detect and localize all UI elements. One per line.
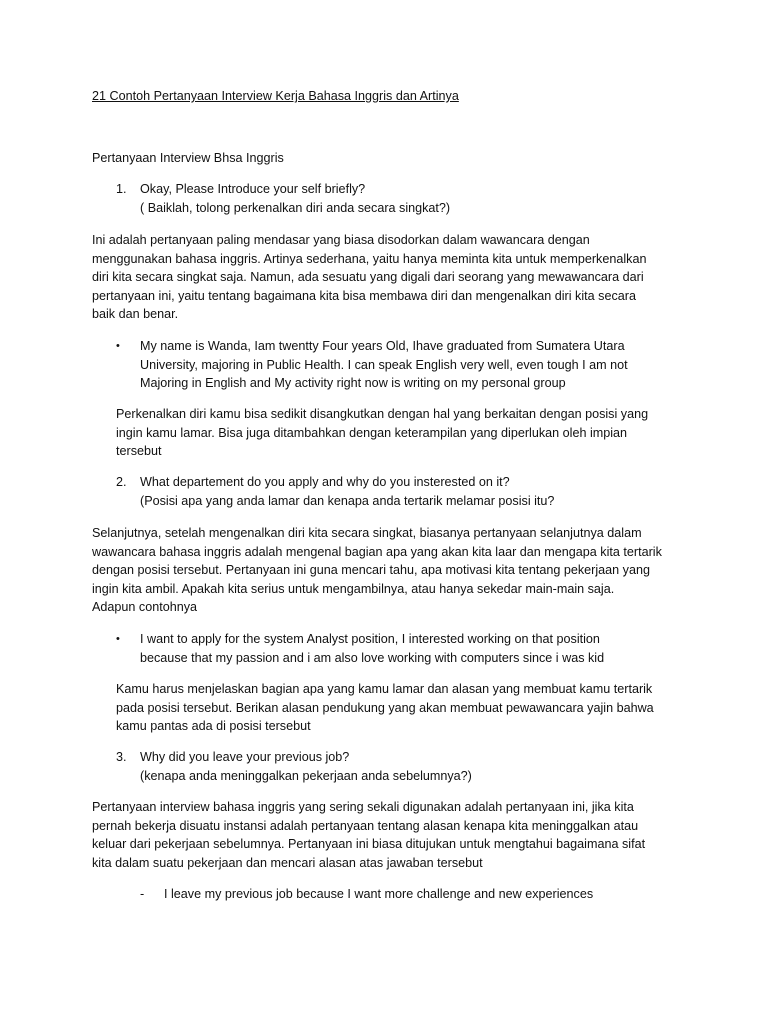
bullet-line: My name is Wanda, Iam twentty Four years Old, Ihave graduated from Sumatera Utara (140, 339, 625, 353)
note-1 (116, 405, 676, 461)
paragraph-line: keluar dari pekerjaan sebelumnya. Pertanyaan ini biasa ditujukan untuk mengtahui bagaimana sifat (92, 837, 646, 852)
bullet-line: because that my passion and i am also love working with computers since i was kid (140, 650, 605, 665)
paragraph-line: Adapun contohnya (92, 600, 198, 615)
paragraph-3 (92, 798, 672, 872)
document-title: 21 Contoh Pertanyaan Interview Kerja Bahasa Inggris dan Artinya (92, 89, 459, 103)
paragraph-line: ingin kita ambil. Apakah kita serius untuk mengambilnya, atau hanya sekedar main-main saja. (92, 581, 615, 596)
paragraph-line: pernah bekerja disuatu instansi adalah pertanyaan tentang alasan kenapa kita meninggalkan atau (92, 818, 639, 833)
paragraph-line: menggunakan bahasa inggris. Artinya sederhana, yaitu hanya meminta kita untuk memperkenalkan (92, 251, 647, 266)
question-text: What departement do you apply and why do you insterested on it? (140, 475, 510, 489)
question-number: 2. (116, 475, 127, 489)
note-line: Perkenalkan diri kamu bisa sedikit disangkutkan dengan hal yang berkaitan dengan posisi yang (116, 407, 649, 421)
bullet-icon: • (116, 340, 120, 352)
paragraph-line: dengan posisi tersebut. Pertanyaan ini guna mencari tahu, apa motivasi kita tentang pekerjaan yang (92, 563, 650, 578)
paragraph-line: baik dan benar. (92, 307, 179, 322)
paragraph-line: diri kita secara singkat saja. Namun, ada sesuatu yang digali dari seorang yang mewawancara dari (92, 270, 644, 285)
note-line: ingin kamu lamar. Bisa juga ditambahkan dengan keterampilan yang diperlukan oleh impian (116, 425, 628, 440)
paragraph-line: kita dalam suatu pekerjaan dan mencari alasan atas jawaban tersebut (92, 855, 483, 870)
paragraph-line: Ini adalah pertanyaan paling mendasar yang biasa disodorkan dalam wawancara dengan (92, 233, 590, 247)
dash-line: I leave my previous job because I want more challenge and new experiences (164, 887, 594, 901)
paragraph-line: wawancara bahasa inggris adalah mengenal bagian apa yang akan kita laar dan mengapa kita tertarik (92, 544, 662, 559)
note-line: Kamu harus menjelaskan bagian apa yang kamu lamar dan alasan yang membuat kamu tertarik (116, 682, 653, 696)
paragraph-line: Selanjutnya, setelah mengenalkan diri kita secara singkat, biasanya pertanyaan selanjutnya dalam (92, 526, 642, 540)
section-subtitle: Pertanyaan Interview Bhsa Inggris (92, 151, 284, 165)
note-line: tersebut (116, 444, 162, 459)
question-translation: (kenapa anda meninggalkan pekerjaan anda sebelumnya?) (140, 768, 472, 783)
question-translation: (Posisi apa yang anda lamar dan kenapa anda tertarik melamar posisi itu? (140, 493, 555, 508)
bullet-line: University, majoring in Public Health. I can speak English very well, even tough I am not (140, 357, 628, 372)
bullet-line: Majoring in English and My activity right now is writing on my personal group (140, 376, 566, 391)
note-2 (116, 680, 676, 736)
dash-icon: - (140, 887, 145, 901)
question-number: 3. (116, 750, 127, 764)
paragraph-2 (92, 524, 672, 617)
question-text: Why did you leave your previous job? (140, 750, 350, 764)
paragraph-line: pertanyaan ini, yaitu tentang bagaimana kita bisa membawa diri dan mengenalkan diri kita secara (92, 288, 636, 303)
question-text: Okay, Please Introduce your self briefly? (140, 182, 366, 196)
note-line: pada posisi tersebut. Berikan alasan pendukung yang akan membuat pewawancara yajin bahwa (116, 700, 654, 715)
question-number: 1. (116, 182, 127, 196)
paragraph-line: Pertanyaan interview bahasa inggris yang sering sekali digunakan adalah pertanyaan ini, jika kita (92, 800, 634, 814)
bullet-icon: • (116, 633, 120, 645)
paragraph-1 (92, 231, 672, 324)
question-translation: ( Baiklah, tolong perkenalkan diri anda secara singkat?) (140, 200, 451, 215)
bullet-line: I want to apply for the system Analyst position, I interested working on that position (140, 632, 600, 646)
note-line: kamu pantas ada di posisi tersebut (116, 719, 311, 734)
